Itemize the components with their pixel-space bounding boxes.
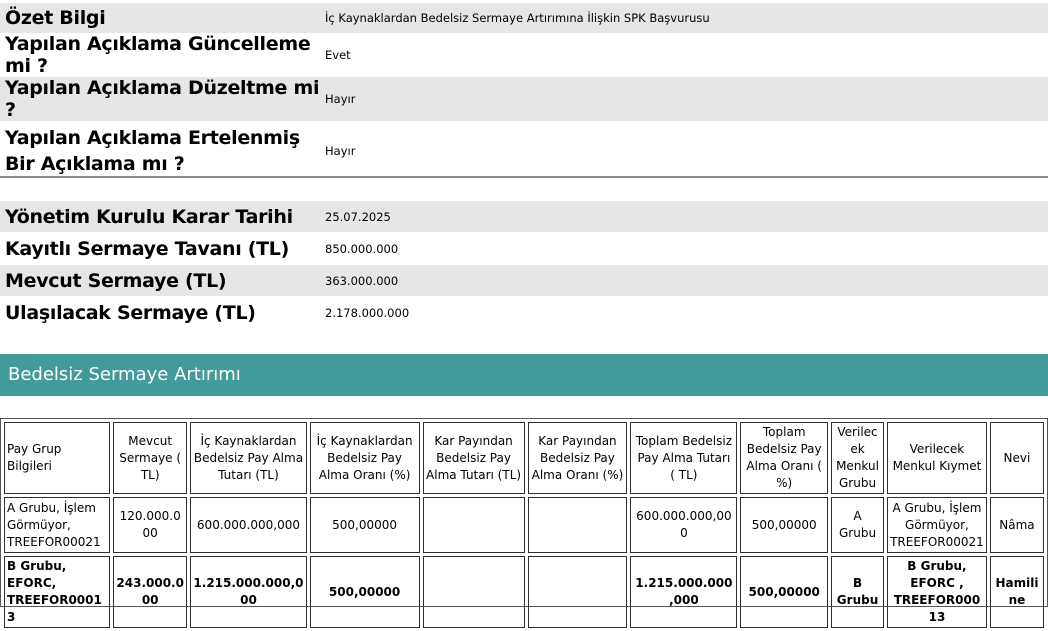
summary-row xyxy=(0,121,1048,181)
summary-value: Hayır xyxy=(325,144,356,158)
header-cell: Verilecek Menkul Grubu xyxy=(831,422,884,494)
capital-label: Yönetim Kurulu Karar Tarihi xyxy=(0,201,321,232)
table-cell: A Grubu, İşlem Görmüyor, TREEFOR00021 xyxy=(4,497,110,553)
header-cell: Pay Grup Bilgileri xyxy=(4,422,110,494)
header-cell: İç Kaynaklardan Bedelsiz Pay Alma Tutarı (TL) xyxy=(190,422,306,494)
table-cell: Nâma xyxy=(990,497,1044,553)
capital-value: 850.000.000 xyxy=(325,241,399,256)
summary-label: Özet Bilgi xyxy=(0,3,321,33)
header-cell: Kar Payından Bedelsiz Pay Alma Oranı (%) xyxy=(528,422,628,494)
table-cell: 500,00000 xyxy=(310,497,420,553)
table-cell: 600.000.000,000 xyxy=(630,497,737,553)
table-cell: 500,00000 xyxy=(740,556,828,628)
capital-row xyxy=(0,296,1048,329)
table-cell xyxy=(528,497,628,553)
table-row xyxy=(4,556,1044,628)
table-cell xyxy=(528,556,628,628)
capital-row xyxy=(0,232,1048,265)
summary-row xyxy=(0,77,1048,121)
capital-label: Ulaşılacak Sermaye (TL) xyxy=(5,301,256,324)
capital-value: 2.178.000.000 xyxy=(325,305,410,320)
capital-label: Kayıtlı Sermaye Tavanı (TL) xyxy=(5,237,289,260)
table-cell: 243.000.000 xyxy=(113,556,187,628)
table-cell: 500,00000 xyxy=(310,556,420,628)
summary-table xyxy=(0,3,1048,181)
capital-row xyxy=(0,201,1048,232)
capital-value: 25.07.2025 xyxy=(321,201,1048,232)
table-row xyxy=(4,497,1044,553)
table-cell: B Grubu xyxy=(831,556,884,628)
header-cell: Nevi xyxy=(990,422,1044,494)
summary-label: Yapılan Açıklama Ertelenmiş Bir Açıklama mı ? xyxy=(5,127,300,175)
table-cell: B Grubu, EFORC , TREEFOR00013 xyxy=(887,556,987,628)
table-cell: 600.000.000,000 xyxy=(190,497,306,553)
header-cell: Mevcut Sermaye ( TL) xyxy=(113,422,187,494)
capital-increase-table-wrapper xyxy=(0,418,1048,624)
divider xyxy=(0,176,1048,178)
capital-value: 363.000.000 xyxy=(321,265,1048,296)
table-cell: B Grubu, EFORC, TREEFOR00013 xyxy=(4,556,110,628)
header-cell: Verilecek Menkul Kıymet xyxy=(887,422,987,494)
header-cell: Toplam Bedelsiz Pay Alma Oranı ( %) xyxy=(740,422,828,494)
summary-value: Hayır xyxy=(321,77,1048,121)
header-cell: İç Kaynaklardan Bedelsiz Pay Alma Oranı (%) xyxy=(310,422,420,494)
table-cell xyxy=(423,556,525,628)
table-cell: 1.215.000.000,000 xyxy=(190,556,306,628)
header-cell: Kar Payından Bedelsiz Pay Alma Tutarı (TL) xyxy=(423,422,525,494)
table-cell: 1.215.000.000,000 xyxy=(630,556,737,628)
table-cell: 500,00000 xyxy=(740,497,828,553)
summary-label: Yapılan Açıklama Güncelleme mi ? xyxy=(5,33,311,77)
summary-value: Evet xyxy=(325,48,351,62)
section-title: Bedelsiz Sermaye Artırımı xyxy=(0,354,1048,396)
table-cell: 120.000.000 xyxy=(113,497,187,553)
summary-value: İç Kaynaklardan Bedelsiz Sermaye Artırımına İlişkin SPK Başvurusu xyxy=(321,3,1048,33)
summary-row xyxy=(0,3,1048,33)
capital-label: Mevcut Sermaye (TL) xyxy=(0,265,321,296)
table-cell: A Grubu xyxy=(831,497,884,553)
summary-row xyxy=(0,33,1048,77)
summary-label: Yapılan Açıklama Düzeltme mi ? xyxy=(0,77,321,121)
capital-increase-table xyxy=(1,419,1047,631)
table-cell: Hamiline xyxy=(990,556,1044,628)
table-cell: A Grubu, İşlem Görmüyor, TREEFOR00021 xyxy=(887,497,987,553)
table-header-row xyxy=(4,422,1044,494)
header-cell: Toplam Bedelsiz Pay Alma Tutarı ( TL) xyxy=(630,422,737,494)
table-cell xyxy=(423,497,525,553)
capital-table xyxy=(0,201,1048,329)
capital-row xyxy=(0,265,1048,296)
